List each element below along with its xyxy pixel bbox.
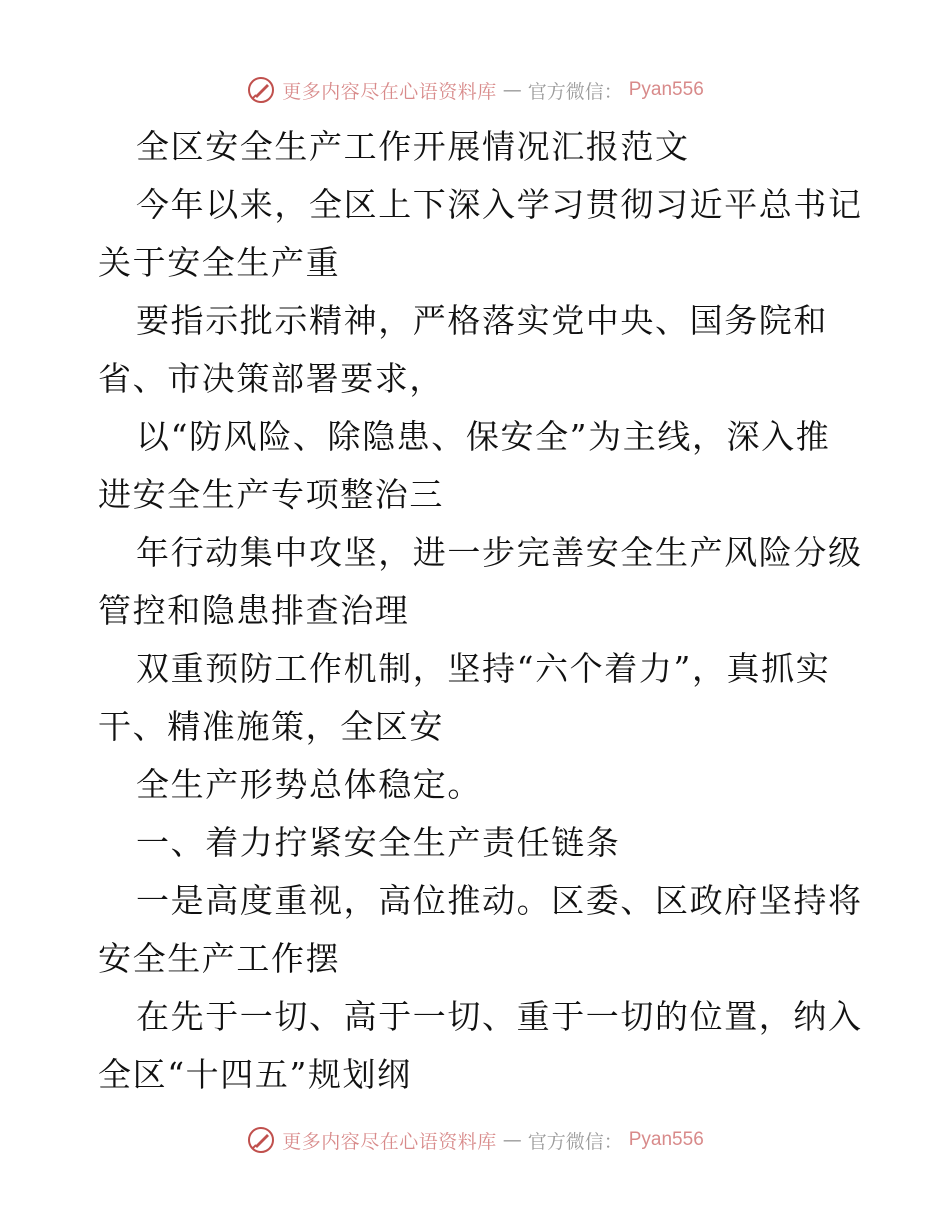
header-brand-text: 更多内容尽在心语资料库 [282,80,497,103]
paragraph-line: 一是高度重视，高位推动。区委、区政府坚持将 [136,881,863,920]
paragraph-line: 今年以来，全区上下深入学习贯彻习近平总书记 [136,185,863,224]
quill-logo-icon [246,1125,276,1155]
paragraph-line: 管控和隐患排查治理 [98,591,410,630]
header-wechat-label: 官方微信： [527,80,623,103]
header-banner-content [246,75,704,105]
footer-wechat-label: 官方微信： [527,1130,623,1153]
footer-dash: — [502,1129,522,1151]
header-banner [0,70,950,110]
paragraph-line: 关于安全生产重 [98,243,341,282]
footer-brand-text: 更多内容尽在心语资料库 [282,1130,497,1153]
paragraph-line: 省、市决策部署要求， [98,359,444,398]
paragraph-line: 在先于一切、高于一切、重于一切的位置，纳入 [136,997,863,1036]
header-dash: — [502,79,522,101]
paragraph-line: 全生产形势总体稳定。 [136,765,482,804]
paragraph-line: 以“防风险、除隐患、保安全”为主线，深入推 [136,417,831,456]
paragraph-line: 安全生产工作摆 [98,939,341,978]
footer-wechat-id: Pyan556 [628,1129,704,1150]
paragraph-line: 全区“十四五”规划纲 [98,1055,412,1094]
paragraph-line: 干、精准施策，全区安 [98,707,444,746]
paragraph-line: 双重预防工作机制，坚持“六个着力”，真抓实 [136,649,831,688]
footer-banner [0,1120,950,1160]
paragraph-line: 年行动集中攻坚，进一步完善安全生产风险分级 [136,533,863,572]
header-wechat-id: Pyan556 [628,79,704,100]
footer-banner-content [246,1125,704,1155]
paragraph-line: 要指示批示精神，严格落实党中央、国务院和 [136,301,828,340]
paragraph-line: 进安全生产专项整治三 [98,475,444,514]
document-body [98,118,863,1104]
document-title: 全区安全生产工作开展情况汇报范文 [136,127,690,166]
quill-logo-icon [246,75,276,105]
section-heading: 一、着力拧紧安全生产责任链条 [136,823,621,862]
